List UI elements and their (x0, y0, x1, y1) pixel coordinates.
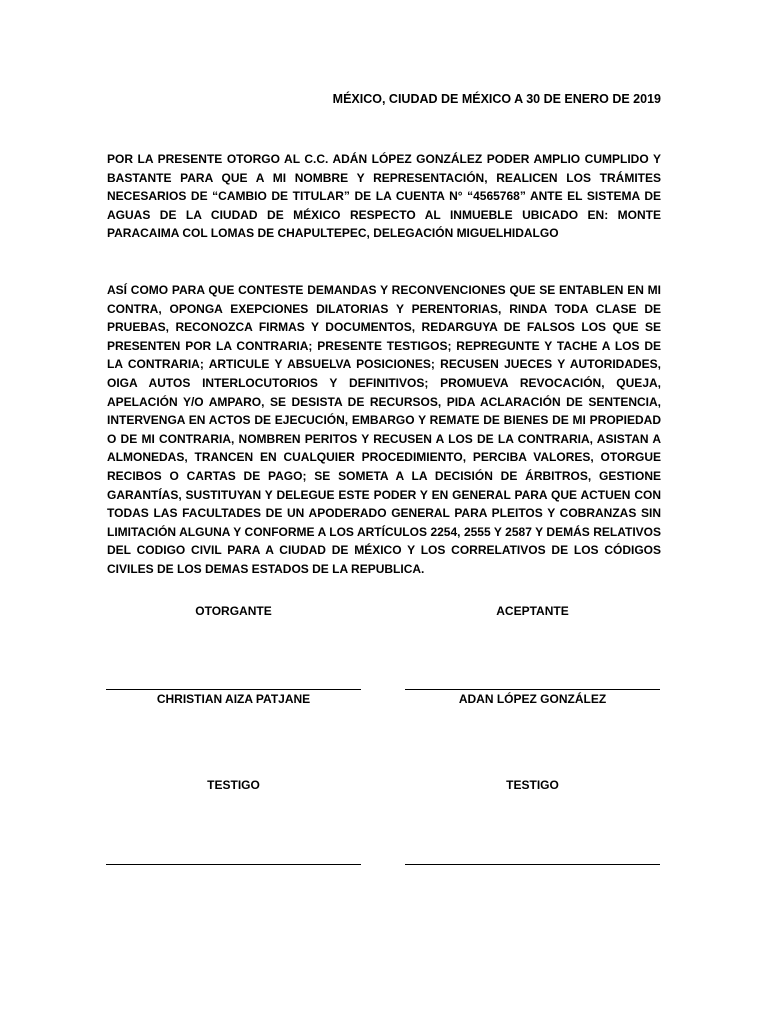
acceptor-signature-line (405, 689, 660, 690)
grant-paragraph: POR LA PRESENTE OTORGO AL C.C. ADÁN LÓPEZ GONZÁLEZ PODER AMPLIO CUMPLIDO Y BASTANTE PARA QUE A MI NOMBRE Y REPRESENTACIÓN, REALICEN LOS TRÁMITES NECESARIOS DE “CAMBIO DE TITULAR” DE LA CUENTA N° “4565768” ANTE EL SISTEMA DE AGUAS DE LA CIUDAD DE MÉXICO RESPECTO AL INMUEBLE UBICADO EN: MONTE PARACAIMA COL LOMAS DE CHAPULTEPEC, DELEGACIÓN MIGUELHIDALGO (107, 152, 661, 241)
witness-2-title: TESTIGO (506, 778, 559, 792)
grantor-signature-block (106, 604, 361, 714)
grantor-name: CHRISTIAN AIZA PATJANE (156, 692, 311, 706)
acceptor-signature-block (405, 604, 660, 714)
acceptor-title: ACEPTANTE (496, 604, 569, 618)
grantor-title: OTORGANTE (195, 604, 272, 618)
witness-1-title: TESTIGO (207, 778, 260, 792)
witness-2-signature-block (405, 778, 660, 878)
witness-1-signature-block (106, 778, 361, 878)
acceptor-name: ADAN LÓPEZ GONZÁLEZ (458, 692, 607, 706)
witness-2-signature-line (405, 864, 660, 865)
powers-paragraph: ASÍ COMO PARA QUE CONTESTE DEMANDAS Y RECONVENCIONES QUE SE ENTABLEN EN MI CONTRA, OPONGA EXEPCIONES DILATORIAS Y PERENTORIAS, RINDA TODA CLASE DE PRUEBAS, RECONOZCA FIRMAS Y DOCUMENTOS, REDARGUYA DE FALSOS LOS QUE SE PRESENTEN POR LA CONTRARIA; PRESENTE TESTIGOS; REPREGUNTE Y TACHE A LOS DE LA CONTRARIA; ARTICULE Y ABSUELVA POSICIONES; RECUSEN JUECES Y AUTORIDADES, OIGA AUTOS INTERLOCUTORIOS Y DEFINITIVOS; PROMUEVA REVOCACIÓN, QUEJA, APELACIÓN Y/O AMPARO, SE DESISTA DE RECURSOS, PIDA ACLARACIÓN DE SENTENCIA, INTERVENGA EN ACTOS DE EJECUCIÓN, EMBARGO Y REMATE DE BIENES DE MI PROPIEDAD O DE MI CONTRARIA, NOMBREN PERITOS Y RECUSEN A LOS DE LA CONTRARIA, ASISTAN A ALMONEDAS, TRANCEN EN CUALQUIER PROCEDIMIENTO, PERCIBA VALORES, OTORGUE RECIBOS O CARTAS DE PAGO; SE SOMETA A LA DECISIÓN DE ÁRBITROS, GESTIONE GARANTÍAS, SUSTITUYAN Y DELEGUE ESTE PODER Y EN GENERAL PARA QUE ACTUEN CON TODAS LAS FACULTADES DE UN APODERADO GENERAL PARA PLEITOS Y COBRANZAS SIN LIMITACIÓN ALGUNA Y CONFORME A LOS ARTÍCULOS 2254, 2555 Y 2587 Y DEMÁS RELATIVOS DEL CODIGO CIVIL PARA A CIUDAD DE MÉXICO Y LOS CORRELATIVOS DE LOS CÓDIGOS CIVILES DE LOS DEMAS ESTADOS DE LA REPUBLICA. (107, 283, 661, 576)
witness-1-signature-line (106, 864, 361, 865)
date-line: MÉXICO, CIUDAD DE MÉXICO A 30 DE ENERO DE 2019 (332, 92, 661, 106)
grantor-signature-line (106, 689, 361, 690)
